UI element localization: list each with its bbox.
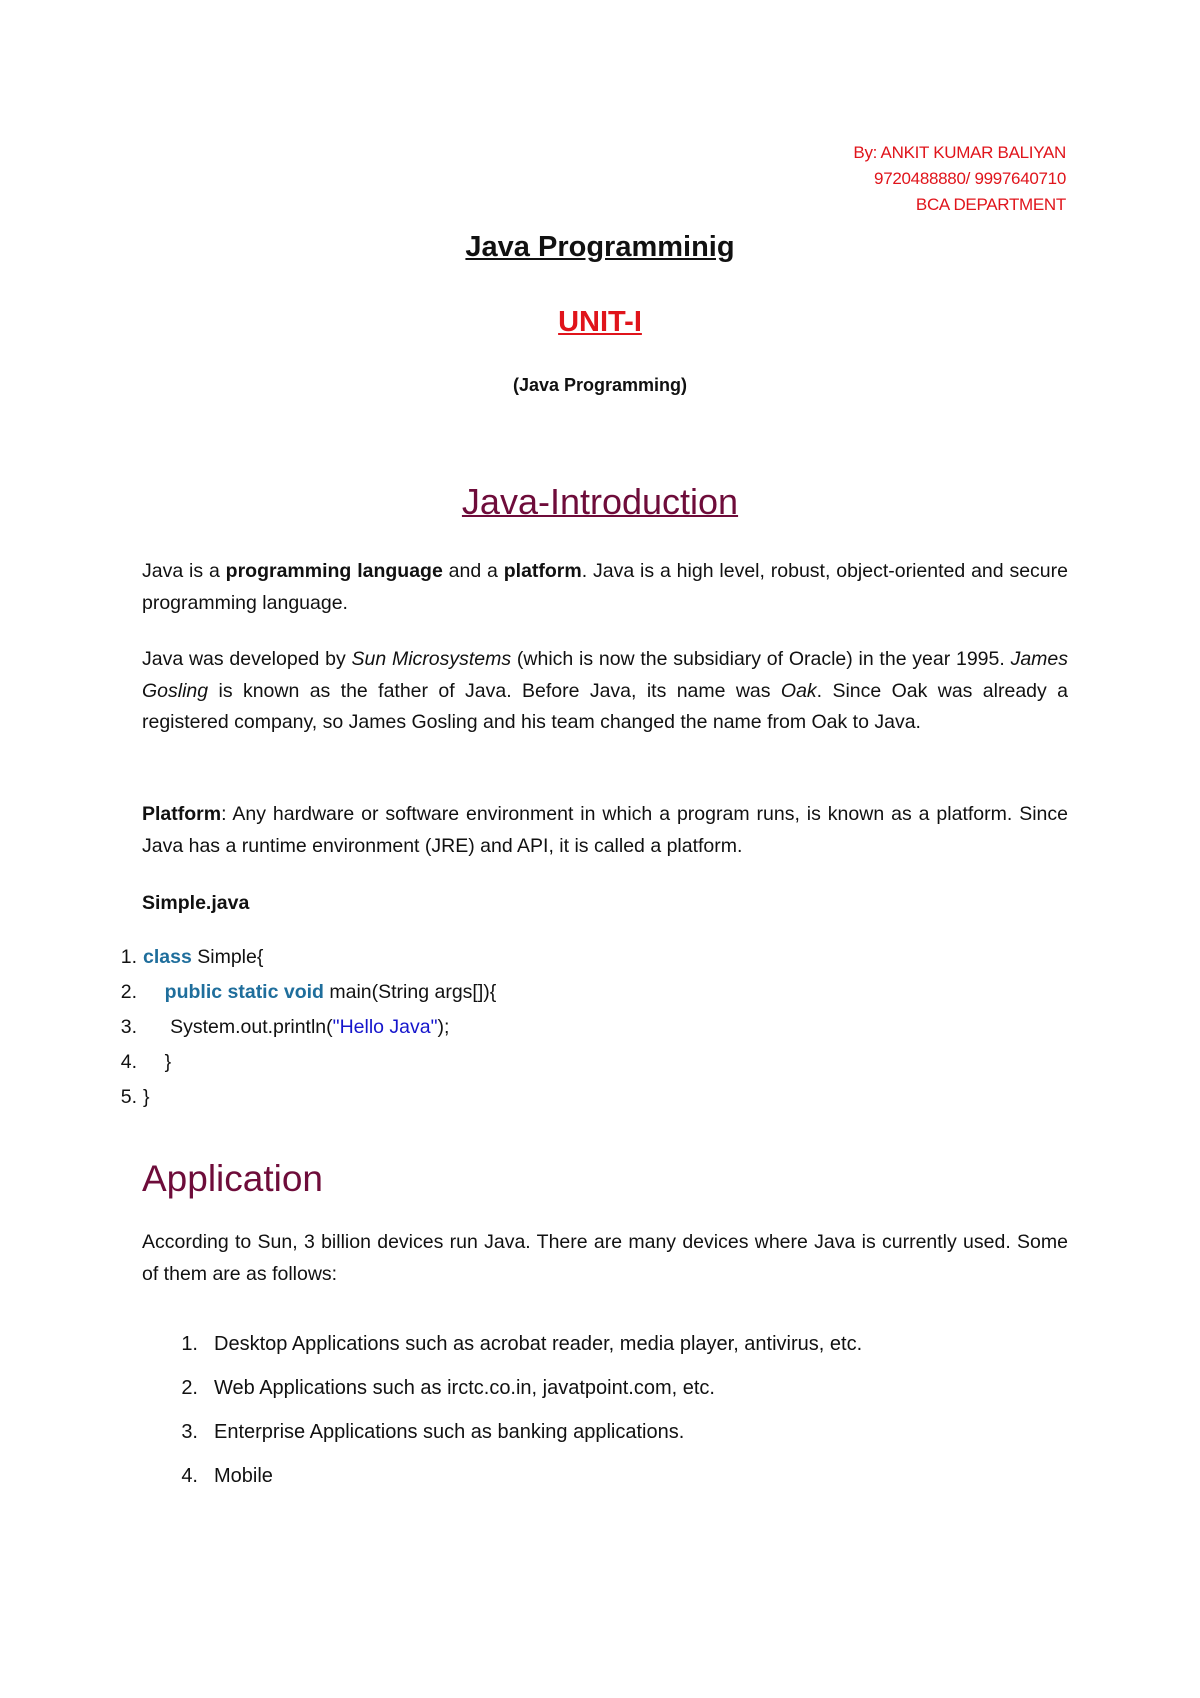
text-run: (which is now the subsidiary of Oracle) in the year 1995. — [511, 648, 1011, 670]
platform-paragraph — [142, 799, 1068, 862]
list-item-text: Enterprise Applications such as banking applications. — [214, 1421, 685, 1443]
code-line-text — [143, 1010, 449, 1045]
code-string: "Hello Java" — [332, 1016, 438, 1038]
bold-run: programming language — [225, 560, 443, 582]
code-text-run: Simple{ — [191, 946, 264, 968]
code-indent — [143, 981, 165, 1003]
code-keyword: class — [143, 946, 192, 968]
intro-heading: Java-Introduction — [461, 481, 739, 522]
text-run: Java is a — [142, 560, 226, 582]
code-file-name: Simple.java — [142, 892, 250, 914]
code-text-run: ); — [437, 1016, 450, 1038]
code-line-number: 2. — [120, 981, 137, 1003]
list-item — [172, 1372, 715, 1416]
application-list — [172, 1328, 863, 1504]
code-listing — [105, 940, 497, 1115]
unit-title: UNIT-I — [558, 306, 642, 338]
bold-run: platform — [503, 560, 582, 582]
code-line-text — [143, 975, 496, 1010]
code-line-number: 1. — [120, 946, 137, 968]
italic-run: Sun Microsystems — [351, 648, 512, 670]
text-run: : Any hardware or software environment in which a program runs, is known as a platform. Since Java has a runtime environment (JRE) and API, it is called a platform. — [142, 803, 1068, 857]
code-line — [105, 975, 497, 1010]
intro-paragraph-1 — [142, 556, 1068, 619]
code-line — [105, 940, 264, 975]
text-run: . Java is a high level, robust, object-oriented and secure programming language. — [142, 560, 1068, 614]
text-run: Java was developed by — [142, 648, 352, 670]
code-line-text: } — [143, 1051, 172, 1073]
code-line-text — [143, 940, 263, 975]
text-run: . Since Oak was already a registered company, so James Gosling and his team changed the name from Oak to Java. — [142, 679, 1068, 733]
bold-run: Platform — [142, 803, 222, 825]
author-phone: 9720488880/ 9997640710 — [874, 169, 1066, 188]
list-item-number: 4. — [181, 1465, 198, 1487]
author-department: BCA DEPARTMENT — [915, 195, 1066, 214]
list-item — [172, 1416, 685, 1460]
list-item-text: Desktop Applications such as acrobat reader, media player, antivirus, etc. — [214, 1333, 863, 1355]
code-line — [105, 1010, 450, 1045]
code-line-number: 3. — [120, 1016, 137, 1038]
italic-run: James Gosling — [142, 648, 1068, 702]
code-line — [105, 1080, 150, 1115]
author-name: By: ANKIT KUMAR BALIYAN — [853, 143, 1066, 162]
document-title: Java Programminig — [465, 231, 735, 263]
list-item-number: 2. — [181, 1377, 198, 1399]
intro-paragraph-2 — [142, 644, 1068, 739]
application-heading: Application — [142, 1158, 324, 1199]
code-line-text: } — [143, 1086, 150, 1108]
list-item-number: 3. — [181, 1421, 198, 1443]
unit-subtitle: (Java Programming) — [512, 375, 688, 395]
list-item — [172, 1328, 863, 1372]
code-line-number: 5. — [120, 1086, 137, 1108]
text-run: is known as the father of Java. Before Java, its name was — [208, 679, 781, 702]
author-block — [853, 140, 1066, 218]
italic-run: Oak — [780, 679, 817, 702]
text-run: and a — [442, 560, 504, 582]
list-item-text: Mobile — [214, 1465, 273, 1487]
list-item — [172, 1460, 273, 1504]
code-line — [105, 1045, 172, 1080]
code-text-run: System.out.println( — [143, 1016, 333, 1038]
code-keyword: public static void — [164, 981, 324, 1003]
code-line-number: 4. — [120, 1051, 137, 1073]
code-text-run: main(String args[]){ — [323, 981, 497, 1003]
list-item-number: 1. — [181, 1333, 198, 1355]
application-paragraph: According to Sun, 3 billion devices run Java. There are many devices where Java is currently used. Some of them are as follows: — [142, 1231, 1068, 1285]
list-item-text: Web Applications such as irctc.co.in, javatpoint.com, etc. — [214, 1377, 715, 1399]
